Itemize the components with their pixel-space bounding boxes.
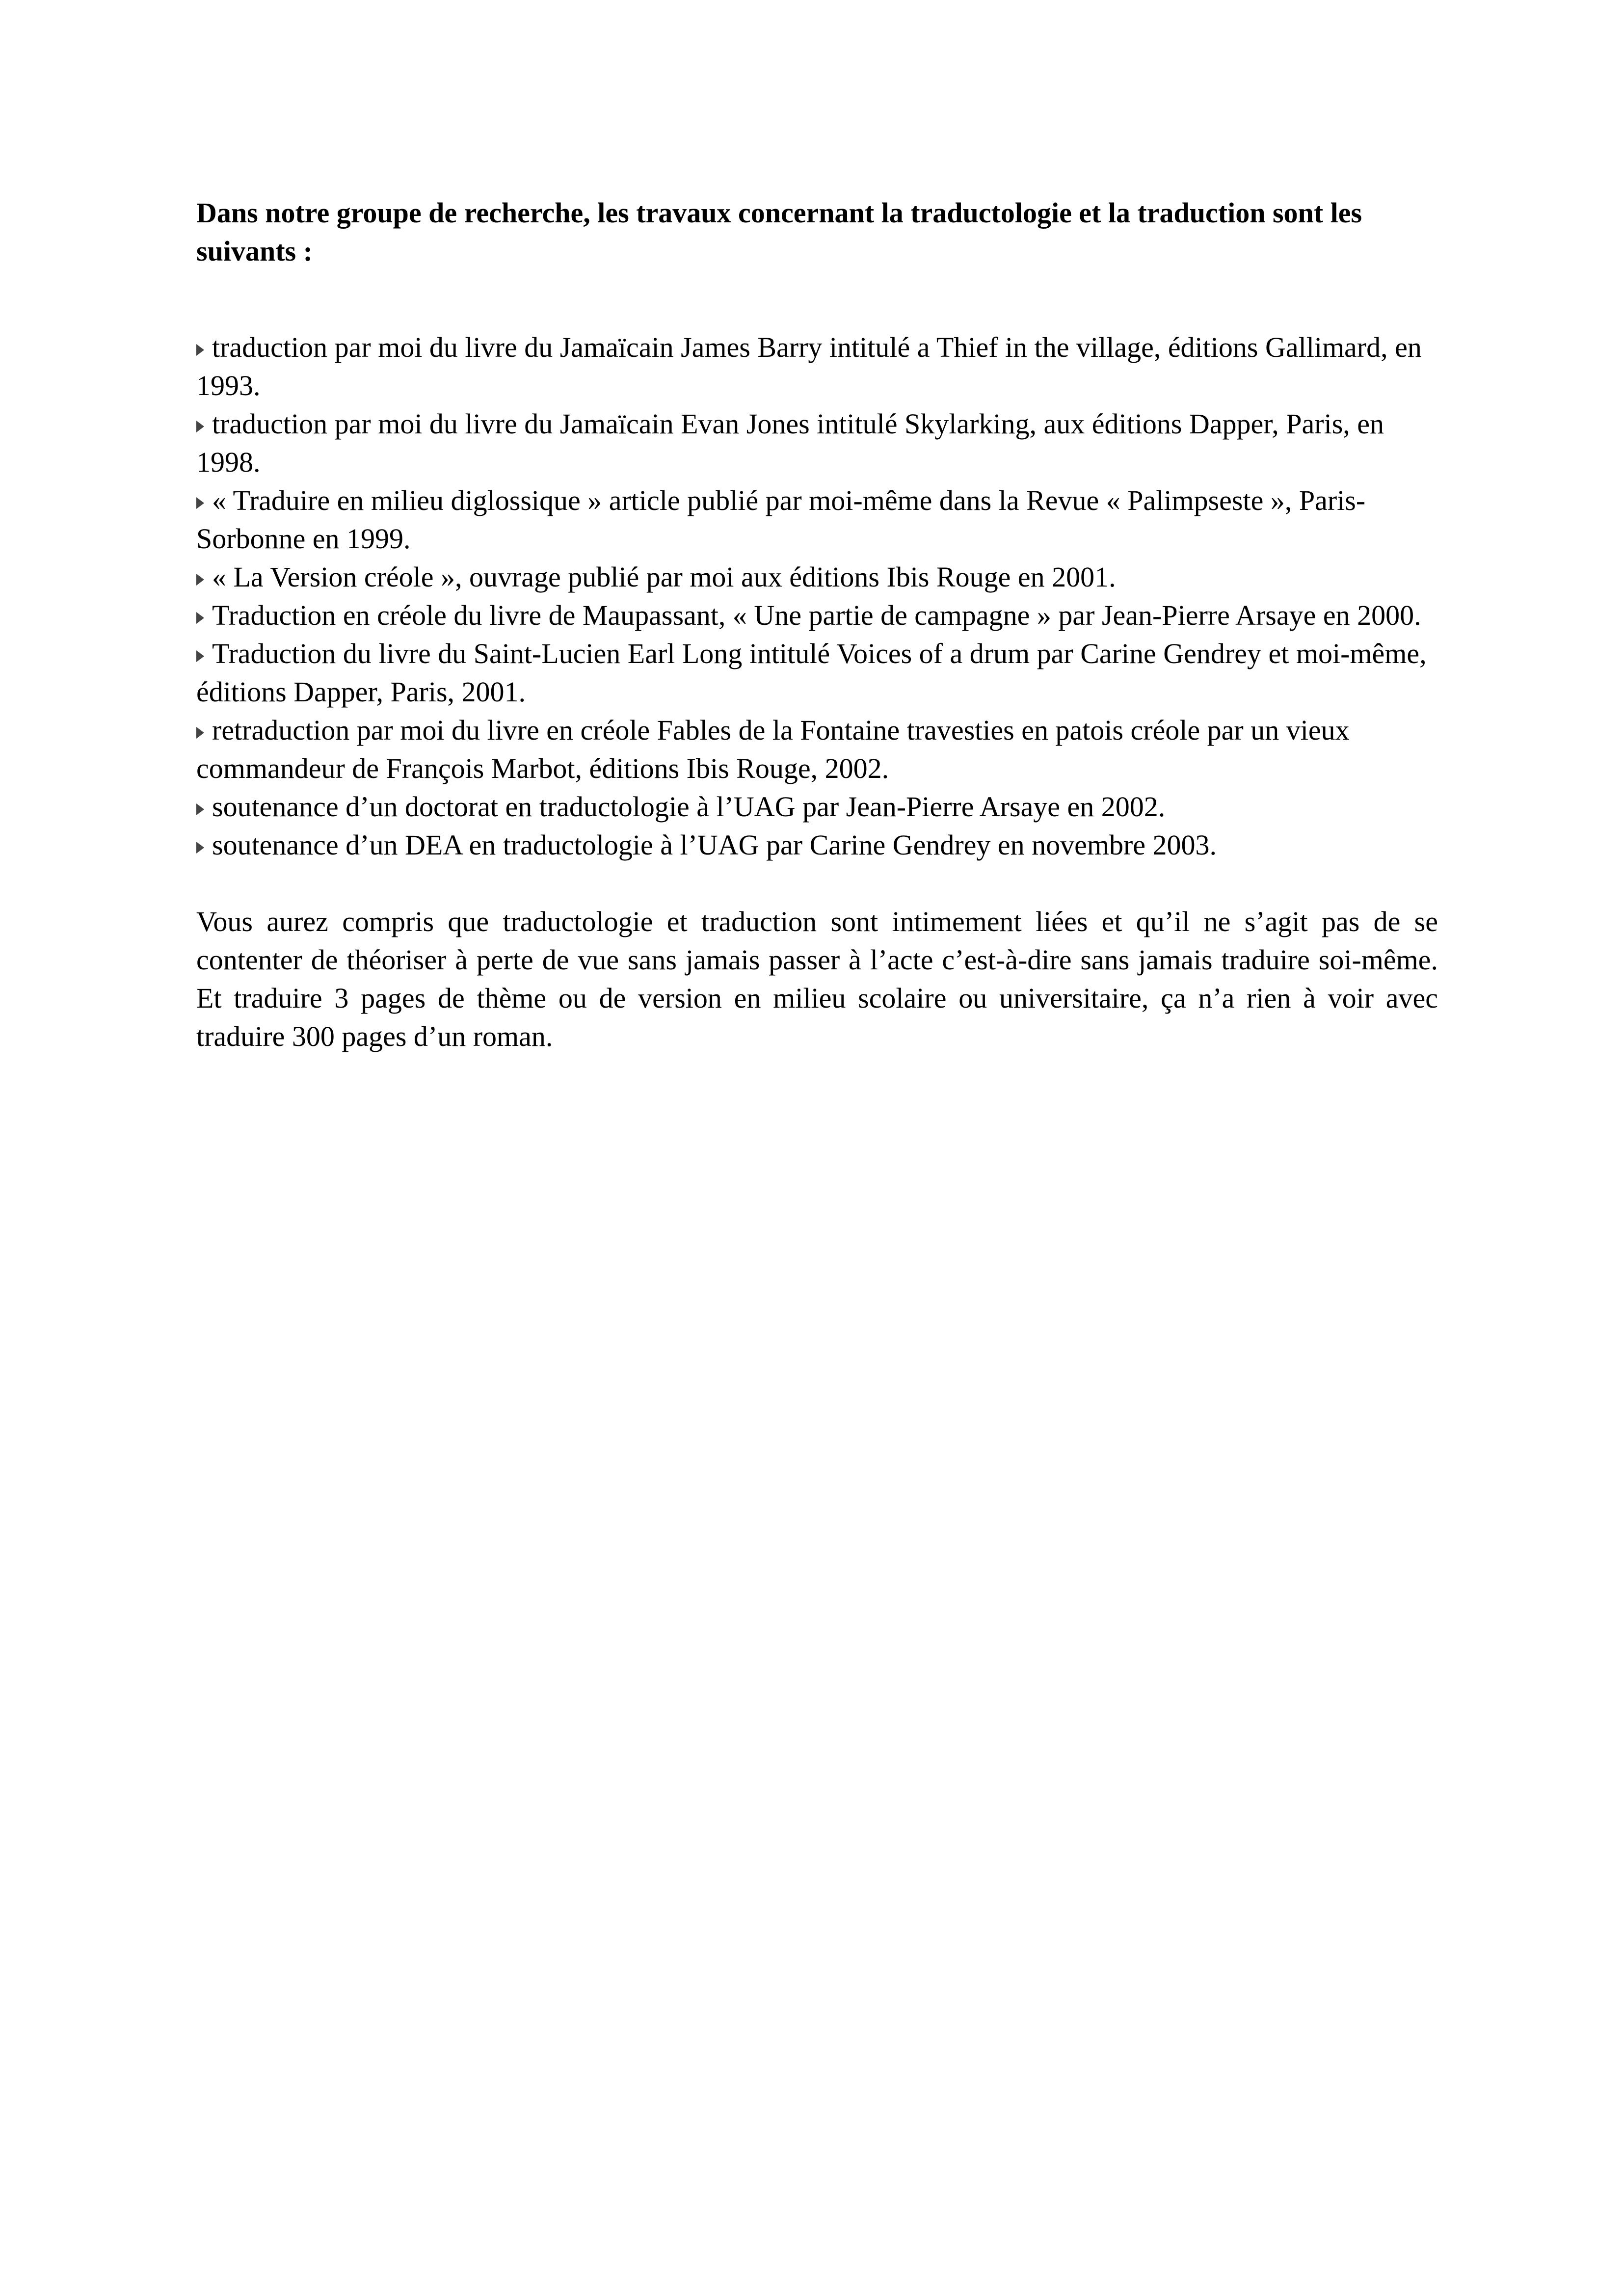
triangle-bullet-icon [196, 344, 204, 356]
list-item-text: traduction par moi du livre du Jamaïcain James Barry intitulé a Thief in the village, éditions Gallimard, en 1993. [196, 331, 1422, 401]
list-item-text: traduction par moi du livre du Jamaïcain Evan Jones intitulé Skylarking, aux éditions Dapper, Paris, en 1998. [196, 408, 1384, 478]
list-item [196, 788, 1438, 826]
document-heading: Dans notre groupe de recherche, les travaux concernant la traductologie et la traduction sont les suivants : [196, 197, 1362, 267]
list-item [196, 405, 1438, 481]
list-item [196, 328, 1438, 405]
list-item-text: retraduction par moi du livre en créole Fables de la Fontaine travesties en patois créole par un vieux commandeur de François Marbot, éditions Ibis Rouge, 2002. [196, 714, 1350, 784]
list-item-text: soutenance d’un doctorat en traductologie à l’UAG par Jean-Pierre Arsaye en 2002. [212, 791, 1166, 823]
triangle-bullet-icon [196, 650, 204, 662]
triangle-bullet-icon [196, 421, 204, 432]
document-page [196, 194, 1438, 1056]
triangle-bullet-icon [196, 727, 204, 739]
works-list [196, 328, 1438, 864]
list-item [196, 596, 1438, 635]
list-item-text: Traduction en créole du livre de Maupassant, « Une partie de campagne » par Jean-Pierre Arsaye en 2000. [212, 599, 1421, 631]
closing-paragraph: Vous aurez compris que traductologie et traduction sont intimement liées et qu’il ne s’agit pas de se contenter de théoriser à perte de vue sans jamais passer à l’acte c’est-à-dire sans jamais traduire soi-même. Et traduire 3 pages de thème ou de version en milieu scolaire ou universitaire, ça n’a rien à voir avec traduire 300 pages d’un roman. [196, 906, 1438, 1052]
list-item [196, 558, 1438, 596]
list-item-text: Traduction du livre du Saint-Lucien Earl Long intitulé Voices of a drum par Carine Gendrey et moi-même, éditions Dapper, Paris, 2001. [196, 638, 1427, 708]
list-item-text: « Traduire en milieu diglossique » article publié par moi-même dans la Revue « Palimpseste », Paris-Sorbonne en 1999. [196, 484, 1366, 555]
list-item-text: soutenance d’un DEA en traductologie à l’UAG par Carine Gendrey en novembre 2003. [212, 829, 1217, 861]
list-item [196, 635, 1438, 711]
list-item [196, 481, 1438, 558]
triangle-bullet-icon [196, 574, 204, 586]
triangle-bullet-icon [196, 842, 204, 854]
list-item [196, 826, 1438, 864]
triangle-bullet-icon [196, 803, 204, 815]
triangle-bullet-icon [196, 612, 204, 624]
triangle-bullet-icon [196, 497, 204, 509]
list-item [196, 711, 1438, 788]
list-item-text: « La Version créole », ouvrage publié par moi aux éditions Ibis Rouge en 2001. [212, 561, 1116, 593]
